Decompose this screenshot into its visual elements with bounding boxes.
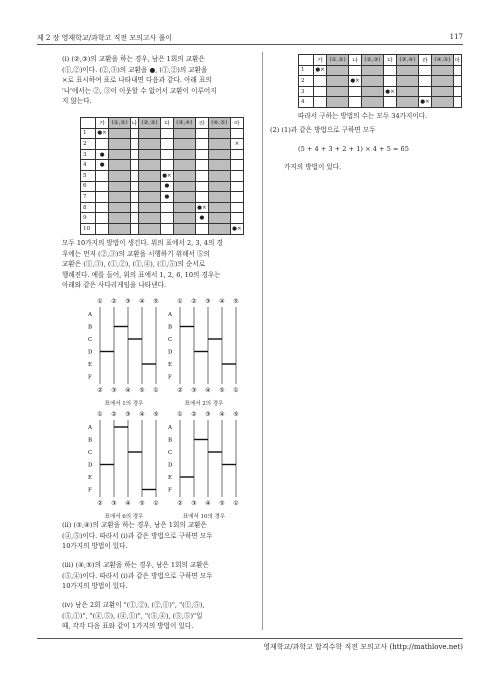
ladder-row-label: B [88, 324, 93, 331]
row-number: 2 [299, 76, 314, 87]
ladder-row-label: E [88, 362, 93, 368]
mark-cell: ● [96, 149, 109, 160]
table-cell [109, 170, 131, 181]
text-line: 교환은 (①,③), (①,②), (①,④), (①,⑤)의 순서로 [62, 260, 206, 268]
ladder-top-label: ③ [125, 411, 131, 418]
ladder-top-label: ② [191, 298, 197, 305]
mark-cell: ●× [314, 65, 327, 76]
table-cell [130, 192, 138, 203]
part-2-intro: (2) (1)과 같은 방법으로 구하면 모두 [270, 126, 376, 134]
mark-cell: × [230, 139, 243, 150]
table-cell [139, 181, 161, 192]
ladder-row-label: E [88, 475, 93, 481]
text-line: (i) (②,③)의 교환을 하는 경우, 남은 1회의 교환은 [62, 55, 205, 63]
ladder-bottom-label: ④ [125, 387, 131, 394]
table-cell [453, 86, 461, 97]
text-line: (iii) (④,⑤)의 교환을 하는 경우, 남은 1회의 교환은 [62, 561, 210, 569]
after-table-1 [62, 238, 257, 291]
row-number: 2 [81, 139, 96, 150]
ladder-row-label: C [88, 450, 93, 456]
ladder-bottom-label: ① [153, 500, 159, 507]
table-cell [160, 128, 173, 139]
page-number: 117 [449, 33, 463, 41]
ladder-row-label: C [88, 337, 93, 343]
ladder-row-label: B [168, 437, 173, 444]
table-cell [160, 149, 173, 160]
table-cell [348, 86, 361, 97]
table-cell [348, 97, 361, 108]
table-cell [432, 65, 454, 76]
table-cell [160, 202, 173, 213]
text-line: (ii) (③,④)의 교환을 하는 경우, 남은 1회의 교환은 [62, 521, 207, 529]
table-cell [139, 128, 161, 139]
table-cell [96, 213, 109, 224]
table-cell [383, 76, 396, 87]
table-cell [208, 202, 230, 213]
ladder-bottom-label: ③ [111, 387, 117, 394]
table-cell [130, 139, 138, 150]
table-cell [195, 139, 208, 150]
ladder-row-label: E [168, 475, 173, 481]
table-cell [453, 65, 461, 76]
ladder-diagram [86, 410, 162, 520]
table-cell [362, 97, 384, 108]
ladder-bottom-label: ⑤ [139, 387, 145, 394]
table-cell [432, 97, 454, 108]
ladder-top-label: ⑤ [233, 298, 239, 305]
ladder-row-label: D [88, 462, 93, 469]
ladder-row-label: D [168, 349, 173, 356]
ladder-diagram [166, 410, 242, 520]
table-cell [327, 86, 349, 97]
table-cell [174, 139, 196, 150]
row-number: 1 [81, 128, 96, 139]
table-cell [327, 76, 349, 87]
header-cell: 가 [314, 55, 327, 66]
table-cell [139, 149, 161, 160]
ladder-top-label: ② [111, 298, 117, 305]
ladder-bottom-label: ⑤ [219, 500, 225, 507]
ladder-top-label: ⑤ [153, 298, 159, 305]
table-row [81, 192, 244, 203]
table-row [81, 128, 244, 139]
text-line: 모두 10가지의 방법이 생긴다. 위의 표에서 2, 3, 4의 경 [62, 239, 223, 247]
table-cell [453, 97, 461, 108]
ladder-top-label: ④ [139, 411, 145, 418]
table-cell [109, 160, 131, 171]
table-cell [230, 192, 243, 203]
table-cell [208, 139, 230, 150]
header-cell: (②,③) [139, 118, 161, 129]
ladder-bottom-label: ③ [111, 500, 117, 507]
row-number: 1 [299, 65, 314, 76]
row-number: 4 [299, 97, 314, 108]
ladder-caption: 표에서 10의 경우 [182, 514, 226, 520]
mark-cell: ● [160, 192, 173, 203]
table-cell [195, 181, 208, 192]
ladder-bottom-label: ④ [205, 387, 211, 394]
table-cell [397, 86, 419, 97]
ladder-bottom-label: ② [177, 500, 183, 507]
header-cell: (③,④) [397, 55, 419, 66]
table-cell [139, 139, 161, 150]
ladder-top-label: ④ [219, 411, 225, 418]
table-row [299, 86, 462, 97]
table-cell [130, 202, 138, 213]
table-cell [432, 76, 454, 87]
table-cell [230, 181, 243, 192]
table-cell [174, 149, 196, 160]
table-cell [383, 97, 396, 108]
text-line: 10가지의 방법이 있다. [62, 582, 128, 590]
table-cell [195, 192, 208, 203]
header-cell: (①,②) [327, 55, 349, 66]
table-cell [139, 170, 161, 181]
table-cell [109, 192, 131, 203]
table-cell [418, 65, 431, 76]
header-rule [37, 44, 463, 45]
header-cell: 라 [195, 118, 208, 129]
mark-cell: ●× [195, 202, 208, 213]
table-cell [130, 181, 138, 192]
ladder-top-label: ④ [219, 298, 225, 305]
table-cell [160, 223, 173, 234]
row-number: 3 [81, 149, 96, 160]
header-cell: 다 [160, 118, 173, 129]
table-cell [130, 160, 138, 171]
table-cell [230, 170, 243, 181]
chapter-title: 제 2 장 영재학교/과학고 직전 모의고사 풀이 [37, 34, 173, 42]
text-line: 행해진다. 예를 들어, 위의 표에서 1, 2, 6, 10의 경우는 [62, 270, 221, 279]
ladder-row-label: A [168, 425, 172, 431]
table-cell [230, 128, 243, 139]
ladder-bottom-label: ④ [205, 500, 211, 507]
table-row [299, 65, 462, 76]
table-cell [348, 65, 361, 76]
table-row [299, 97, 462, 108]
mark-cell: ● [96, 160, 109, 171]
ladder-row-label: B [88, 437, 93, 444]
header-cell: (④,⑤) [432, 55, 454, 66]
ladder-top-label: ③ [125, 298, 131, 305]
header-cell: (②,③) [362, 55, 384, 66]
ladder-top-label: ④ [139, 298, 145, 305]
row-number: 9 [81, 213, 96, 224]
ladder-bottom-label: ① [153, 387, 159, 394]
table-cell [160, 160, 173, 171]
ladder-row-label: B [168, 324, 173, 331]
table-cell [109, 149, 131, 160]
ladder-row-label: A [88, 312, 92, 318]
ladder-row-label: F [168, 374, 172, 381]
table-cell [139, 202, 161, 213]
case-ii [62, 520, 257, 552]
table-cell [195, 128, 208, 139]
table-row [299, 76, 462, 87]
table-cell [139, 192, 161, 203]
table-row [81, 170, 244, 181]
table-cell [418, 76, 431, 87]
table-cell [362, 86, 384, 97]
row-number: 6 [81, 181, 96, 192]
table-cell [160, 139, 173, 150]
table-row [81, 139, 244, 150]
table-cell [208, 223, 230, 234]
ladder-row-label: C [168, 450, 173, 456]
mark-cell: ●× [230, 223, 243, 234]
table-row [81, 149, 244, 160]
ladder-bottom-label: ① [233, 500, 239, 507]
table-cell [96, 202, 109, 213]
text-line: 지 않는다. [62, 97, 92, 105]
table-cell [418, 86, 431, 97]
page-footer: 영재학교/과학고 합격수학 직전 모의고사 (http://mathlove.net) [263, 643, 463, 651]
table-row [81, 181, 244, 192]
ladder-top-label: ① [97, 298, 103, 305]
text-line: '나'에서는 ②, ③이 이웃할 수 없어서 교환이 이루어지 [62, 86, 217, 95]
ladder-top-label: ② [111, 411, 117, 418]
table-header-row [81, 118, 244, 129]
text-line: ×로 표시하여 표로 나타내면 다음과 같다. 아래 표의 [62, 76, 212, 84]
table-cell [139, 160, 161, 171]
table-cell [314, 86, 327, 97]
table-cell [130, 223, 138, 234]
table-cell [230, 160, 243, 171]
row-number: 5 [81, 170, 96, 181]
table-cell [195, 160, 208, 171]
table-header-row [299, 55, 462, 66]
table-cell [397, 76, 419, 87]
mark-cell: ●× [348, 76, 361, 87]
ladder-bottom-label: ① [233, 387, 239, 394]
table-cell [109, 223, 131, 234]
text-line: 우에는 먼저 (②,③)의 교환을 시행하기 위해서 ⑤의 [62, 249, 210, 258]
table-cell [174, 223, 196, 234]
table-cell [208, 213, 230, 224]
row-number: 4 [81, 160, 96, 171]
ladder-top-label: ⑤ [153, 411, 159, 418]
exchange-table-2 [298, 54, 462, 108]
case-iv [62, 600, 257, 632]
table-cell [432, 86, 454, 97]
mark-cell: ● [195, 213, 208, 224]
table-cell [109, 128, 131, 139]
text-line: 아래와 같은 사다리게임을 나타낸다. [62, 281, 166, 289]
footer-rule [37, 638, 463, 639]
table-cell [109, 202, 131, 213]
table-cell [109, 213, 131, 224]
table-cell [109, 181, 131, 192]
ladder-bottom-label: ⑤ [219, 387, 225, 394]
table-cell [96, 181, 109, 192]
table-cell [130, 128, 138, 139]
header-cell [81, 118, 96, 129]
ladder-top-label: ① [97, 411, 103, 418]
equation: (5 + 4 + 3 + 2 + 1) × 4 + 5 = 65 [298, 145, 409, 153]
table-cell [109, 139, 131, 150]
table-cell [174, 128, 196, 139]
table-cell [130, 170, 138, 181]
header-cell: 나 [130, 118, 138, 129]
ladder-bottom-label: ⑤ [139, 500, 145, 507]
ladder-caption: 표에서 1의 경우 [104, 401, 144, 407]
ladder-bottom-label: ③ [191, 387, 197, 394]
text-line: (iv) 남은 2회 교환이 "(①,②), (②,①)", "(①,⑤), [62, 601, 205, 609]
table-cell [208, 149, 230, 160]
table-cell [195, 223, 208, 234]
ladder-diagram [166, 297, 242, 407]
table-cell [397, 65, 419, 76]
ladder-top-label: ① [177, 298, 183, 305]
table-cell [96, 192, 109, 203]
text-line: (①,②)이다. (②,③)의 교환을 ●, (①,②)의 교환을 [62, 65, 208, 74]
ladder-top-label: ② [191, 411, 197, 418]
header-cell: 마 [230, 118, 243, 129]
table-cell [208, 192, 230, 203]
header-cell [299, 55, 314, 66]
mark-cell: ●× [418, 97, 431, 108]
ladder-diagram [86, 297, 162, 407]
ladder-caption: 표에서 2의 경우 [184, 401, 224, 407]
row-number: 7 [81, 192, 96, 203]
header-cell: 다 [383, 55, 396, 66]
table-cell [130, 149, 138, 160]
text-line: (⑤,④)이다. 따라서 (i)과 같은 방법으로 구하면 모두 [62, 571, 213, 580]
table-cell [327, 65, 349, 76]
table-cell [314, 97, 327, 108]
table-row [81, 213, 244, 224]
table-row [81, 223, 244, 234]
table-cell [174, 192, 196, 203]
table-row [81, 160, 244, 171]
table-cell [96, 170, 109, 181]
table-cell [195, 149, 208, 160]
text-line: 때, 각각 다음 표와 같이 1가지의 방법이 있다. [62, 622, 194, 630]
header-cell: 라 [418, 55, 431, 66]
ladder-bottom-label: ② [97, 387, 103, 394]
text-line: 10가지의 방법이 있다. [62, 542, 128, 550]
table-cell [362, 76, 384, 87]
table-cell [130, 213, 138, 224]
ladder-top-label: ① [177, 411, 183, 418]
ladder-row-label: A [88, 425, 92, 431]
table-cell [453, 76, 461, 87]
mark-cell: ● [160, 181, 173, 192]
text-line: (④,⑤)이다. 따라서 (i)과 같은 방법으로 구하면 모두 [62, 531, 213, 540]
table-cell [160, 213, 173, 224]
ladder-bottom-label: ② [97, 500, 103, 507]
header-cell: 마 [453, 55, 461, 66]
mark-cell: ●× [160, 170, 173, 181]
table-cell [96, 139, 109, 150]
table-cell [362, 65, 384, 76]
table-cell [208, 181, 230, 192]
ladder-row-label: F [88, 487, 92, 494]
table-cell [174, 160, 196, 171]
exchange-table-1 [80, 117, 244, 235]
ladder-row-label: C [168, 337, 173, 343]
ladder-caption: 표에서 6의 경우 [104, 514, 144, 520]
table-row [81, 202, 244, 213]
table-cell [327, 97, 349, 108]
row-number: 10 [81, 223, 96, 234]
header-cell: (④,⑤) [208, 118, 230, 129]
table-cell [230, 213, 243, 224]
row-number: 3 [299, 86, 314, 97]
column-divider [262, 52, 263, 630]
mark-cell: ●× [383, 86, 396, 97]
text-line: (⑤,①)", "(④,⑤), (④,①)", "(⑤,④), (⑤,⑤)"일 [62, 611, 203, 620]
table-cell [195, 170, 208, 181]
table-cell [139, 213, 161, 224]
ladder-bottom-label: ② [177, 387, 183, 394]
table-cell [174, 181, 196, 192]
table-cell [208, 170, 230, 181]
part-2-end: 가지의 방법이 있다. [284, 163, 342, 171]
ladder-row-label: F [88, 374, 92, 381]
ladder-row-label: A [168, 312, 172, 318]
row-number: 8 [81, 202, 96, 213]
result-line: 따라서 구하는 방법의 수는 모두 34가지이다. [298, 112, 428, 120]
ladder-bottom-label: ④ [125, 500, 131, 507]
header-cell: (③,④) [174, 118, 196, 129]
mark-cell: ●× [96, 128, 109, 139]
table-cell [383, 65, 396, 76]
table-cell [96, 223, 109, 234]
ladder-top-label: ⑤ [233, 411, 239, 418]
ladder-bottom-label: ③ [191, 500, 197, 507]
header-cell: (①,②) [109, 118, 131, 129]
ladder-top-label: ③ [205, 411, 211, 418]
case-i-intro [62, 54, 257, 107]
table-cell [208, 128, 230, 139]
header-cell: 나 [348, 55, 361, 66]
table-cell [174, 213, 196, 224]
table-cell [230, 149, 243, 160]
table-cell [397, 97, 419, 108]
table-cell [174, 202, 196, 213]
table-cell [139, 223, 161, 234]
ladder-row-label: D [88, 349, 93, 356]
table-cell [230, 202, 243, 213]
ladder-top-label: ③ [205, 298, 211, 305]
header-cell: 가 [96, 118, 109, 129]
table-cell [208, 160, 230, 171]
table-cell [174, 170, 196, 181]
case-iii [62, 560, 257, 592]
ladder-row-label: D [168, 462, 173, 469]
table-cell [314, 76, 327, 87]
ladder-row-label: F [168, 487, 172, 494]
ladder-row-label: E [168, 362, 173, 368]
